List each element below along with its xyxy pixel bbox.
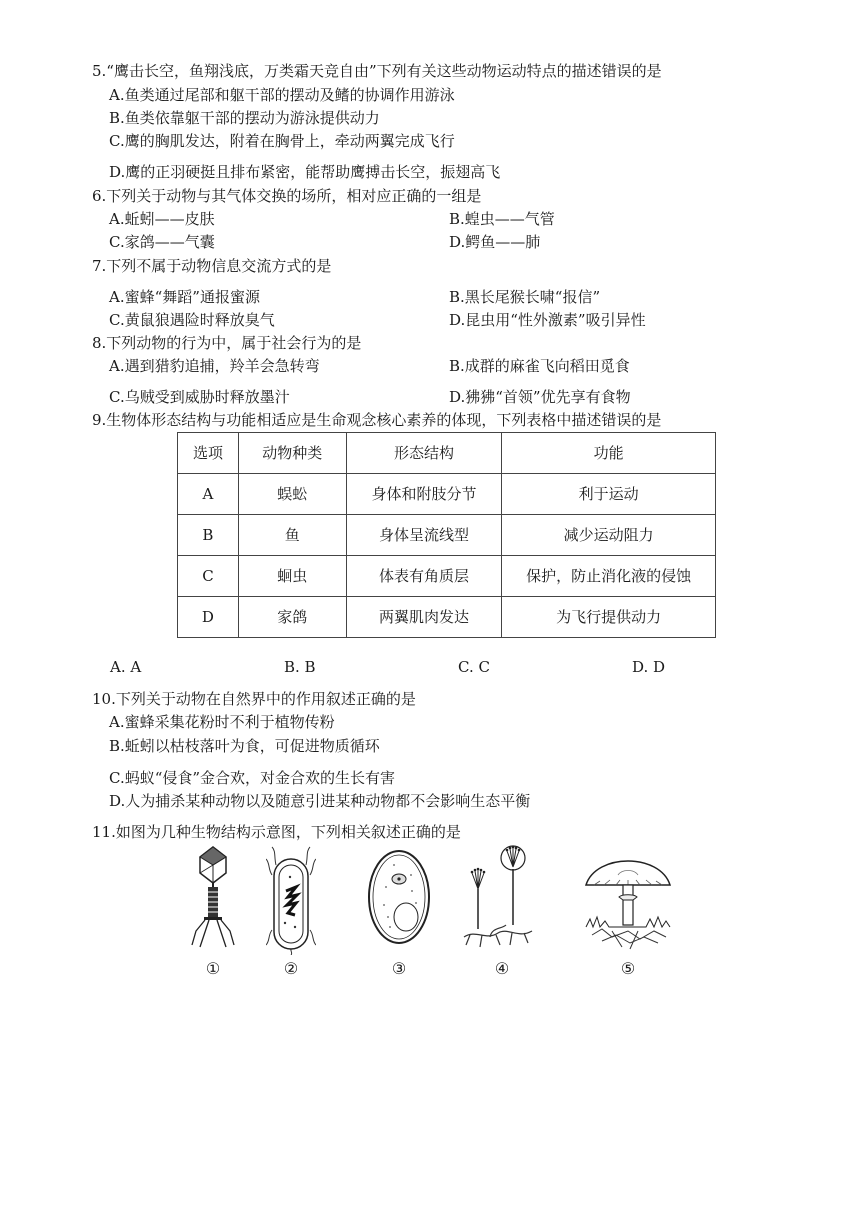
table-cell: 身体和附肢分节 xyxy=(346,474,502,515)
q5-option-d: D.鹰的正羽硬挺且排布紧密，能帮助鹰搏击长空，振翅高飞 xyxy=(109,163,501,181)
q8-option-a: A.遇到猎豹追捕，羚羊会急转弯 xyxy=(109,357,320,375)
table-cell: 利于运动 xyxy=(502,474,716,515)
q7-option-d: D.昆虫用“性外激素”吸引异性 xyxy=(449,311,646,329)
figure-label-1: ① xyxy=(205,959,221,978)
q5-option-b: B.鱼类依靠躯干部的摆动为游泳提供动力 xyxy=(109,109,380,127)
q9-option-a: A. A xyxy=(110,658,142,676)
table-row xyxy=(178,515,716,556)
bacteriophage-icon xyxy=(188,845,238,951)
q5-option-c: C.鹰的胸肌发达，附着在胸骨上，牵动两翼完成飞行 xyxy=(109,132,455,150)
q8-stem: 8.下列动物的行为中，属于社会行为的是 xyxy=(92,334,362,352)
q8-option-c: C.乌贼受到威胁时释放墨汁 xyxy=(109,388,290,406)
q7-option-a: A.蜜蜂“舞蹈”通报蜜源 xyxy=(109,288,260,306)
table-cell: 蛔虫 xyxy=(238,556,346,597)
table-cell: B xyxy=(178,515,239,556)
q9-option-d: D. D xyxy=(632,658,666,676)
q11-stem: 11.如图为几种生物结构示意图，下列相关叙述正确的是 xyxy=(92,823,461,841)
mushroom-icon xyxy=(582,845,674,951)
q7-stem: 7.下列不属于动物信息交流方式的是 xyxy=(92,257,332,275)
q8-option-b: B.成群的麻雀飞向稻田觅食 xyxy=(449,357,630,375)
figure-label-3: ③ xyxy=(391,959,407,978)
table-cell: 为飞行提供动力 xyxy=(502,597,716,638)
header-cell: 动物种类 xyxy=(238,433,346,474)
table-row xyxy=(178,556,716,597)
q6-stem: 6.下列关于动物与其气体交换的场所，相对应正确的一组是 xyxy=(92,187,482,205)
table-cell: A xyxy=(178,474,239,515)
table-cell: 身体呈流线型 xyxy=(346,515,502,556)
table-cell: D xyxy=(178,597,239,638)
table-cell: 鱼 xyxy=(238,515,346,556)
q9-table xyxy=(177,432,716,638)
q10-option-b: B.蚯蚓以枯枝落叶为食，可促进物质循环 xyxy=(109,737,380,755)
q7-option-c: C.黄鼠狼遇险时释放臭气 xyxy=(109,311,275,329)
figure-label-2: ② xyxy=(283,959,299,978)
table-cell: 蜈蚣 xyxy=(238,474,346,515)
header-cell: 功能 xyxy=(502,433,716,474)
q9-option-c: C. C xyxy=(458,658,490,676)
q10-option-a: A.蜜蜂采集花粉时不利于植物传粉 xyxy=(109,713,335,731)
q6-option-d: D.鳄鱼——肺 xyxy=(449,233,541,251)
table-row xyxy=(178,597,716,638)
table-header-row xyxy=(178,433,716,474)
table-cell: C xyxy=(178,556,239,597)
table-cell: 两翼肌肉发达 xyxy=(346,597,502,638)
q7-option-b: B.黑长尾猴长啸“报信” xyxy=(449,288,601,306)
q9-option-b: B. B xyxy=(284,658,316,676)
table-cell: 家鸽 xyxy=(238,597,346,638)
table-cell: 体表有角质层 xyxy=(346,556,502,597)
bacterium-icon xyxy=(266,845,316,955)
q5-option-a: A.鱼类通过尾部和躯干部的摆动及鳍的协调作用游泳 xyxy=(109,86,455,104)
header-cell: 选项 xyxy=(178,433,239,474)
table-row xyxy=(178,474,716,515)
q11-figure xyxy=(180,845,680,980)
q6-option-b: B.蝗虫——气管 xyxy=(449,210,555,228)
mold-icon xyxy=(462,845,534,951)
q5-stem: 5.“鹰击长空，鱼翔浅底，万类霜天竞自由”下列有关这些动物运动特点的描述错误的是 xyxy=(92,62,662,80)
q6-option-c: C.家鸽——气囊 xyxy=(109,233,215,251)
q10-option-d: D.人为捕杀某种动物以及随意引进某种动物都不会影响生态平衡 xyxy=(109,792,531,810)
yeast-cell-icon xyxy=(366,845,432,951)
q8-option-d: D.狒狒“首领”优先享有食物 xyxy=(449,388,631,406)
q10-option-c: C.蚂蚁“侵食”金合欢，对金合欢的生长有害 xyxy=(109,769,396,787)
figure-label-5: ⑤ xyxy=(620,959,636,978)
q9-stem: 9.生物体形态结构与功能相适应是生命观念核心素养的体现，下列表格中描述错误的是 xyxy=(92,411,662,429)
q10-stem: 10.下列关于动物在自然界中的作用叙述正确的是 xyxy=(92,690,416,708)
q6-option-a: A.蚯蚓——皮肤 xyxy=(109,210,215,228)
figure-label-4: ④ xyxy=(494,959,510,978)
table-cell: 保护，防止消化液的侵蚀 xyxy=(502,556,716,597)
table-cell: 减少运动阻力 xyxy=(502,515,716,556)
header-cell: 形态结构 xyxy=(346,433,502,474)
